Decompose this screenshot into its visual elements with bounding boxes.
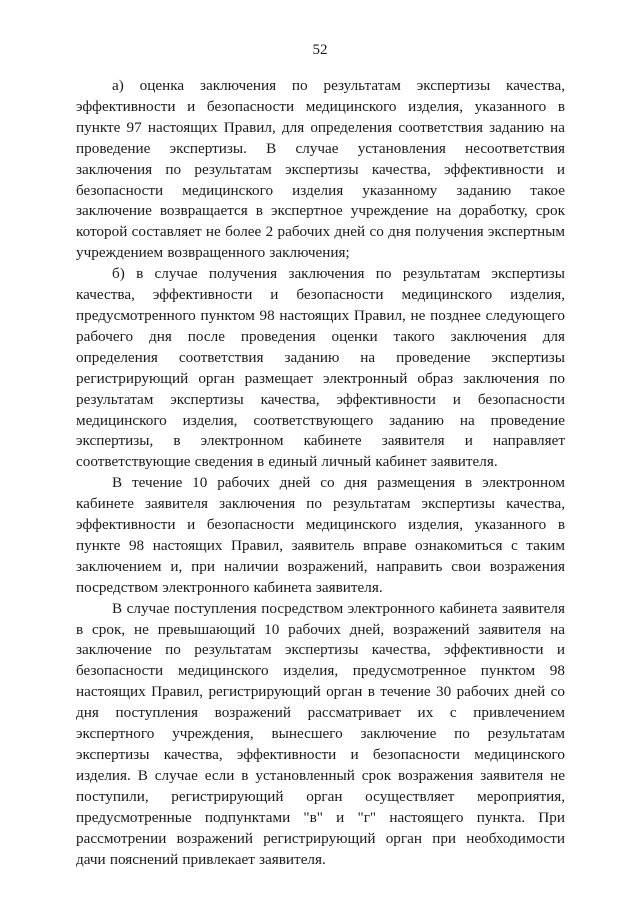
paragraph-objections: В случае поступления посредством электронного кабинета заявителя в срок, не превышающий 10 рабочих дней, возражений заявителя на заключение по результатам экспертизы качества, эффективности и безопасности медицинского изделия, предусмотренное пунктом 98 настоящих Правил, регистрирующий орган в течение 30 рабочих дней со дня поступления возражений рассматривает их с привлечением экспертного учреждения, вынесшего заключение по результатам экспертизы качества, эффективности и безопасности медицинского изделия. В случае если в установленный срок возражения заявителя не поступили, регистрирующий орган осуществляет мероприятия, предусмотренные подпунктами "в" и "г" настоящего пункта. При рассмотрении возражений регистрирующий орган при необходимости дачи пояснений привлекает заявителя. [76,599,565,868]
paragraph-item-b: б) в случае получения заключения по результатам экспертизы качества, эффективности и безопасности медицинского изделия, предусмотренного пунктом 98 настоящих Правил, не позднее следующего рабочего дня после проведения оценки такого заключения для определения соответствия заданию на проведение экспертизы регистрирующий орган размещает электронный образ заключения по результатам экспертизы качества, эффективности и безопасности медицинского изделия, соответствующего заданию на проведение экспертизы, в электронном кабинете заявителя и направляет соответствующие сведения в единый личный кабинет заявителя. [76,265,565,471]
document-body [76,76,565,870]
page-number: 52 [312,42,328,58]
paragraph-item-a: а) оценка заключения по результатам экспертизы качества, эффективности и безопасности медицинского изделия, указанного в пункте 97 настоящих Правил, для определения соответствия заданию на проведение экспертизы. В случае установления несоответствия заключения по результатам экспертизы качества, эффективности и безопасности медицинского изделия указанному заданию такое заключение возвращается в экспертное учреждение на доработку, срок которой составляет не более 2 рабочих дней со дня получения экспертным учреждением возвращенного заключения; [76,77,565,262]
paragraph-review-period: В течение 10 рабочих дней со дня размещения в электронном кабинете заявителя заключения по результатам экспертизы качества, эффективности и безопасности медицинского изделия, указанного в пункте 98 настоящих Правил, заявитель вправе ознакомиться с таким заключением и, при наличии возражений, направить свои возражения посредством электронного кабинета заявителя. [76,474,565,596]
